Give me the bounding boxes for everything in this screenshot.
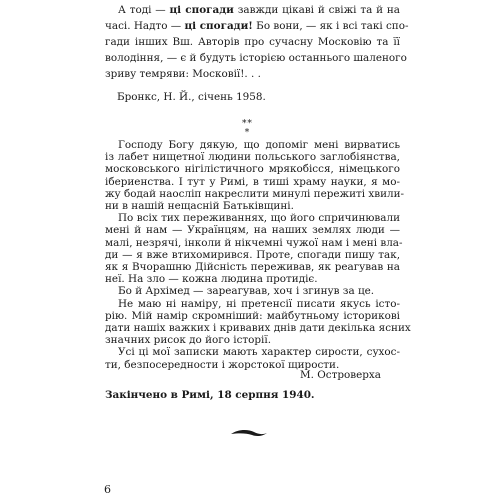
memoir-line-4: ібериенства. І тут у Римі, в тиші храму науки, я мо-: [105, 175, 400, 188]
intro-line-5-a: зриву темряви: Московії!. . .: [105, 68, 261, 80]
memoir-line-12: неї. На зло — кожна людина протидіє.: [105, 273, 318, 286]
ornament-flourish: [230, 427, 268, 439]
intro-line-4-a: володіння, — є й будуть історією останнього шаленого: [105, 52, 407, 64]
intro-line-4: [105, 52, 407, 64]
memoir-line-19: ти, безпосередности і жорстокої щирости.: [105, 358, 340, 371]
intro-line-1-emph: ці спогади: [169, 4, 234, 16]
intro-line-1-a: А тоді —: [118, 4, 170, 16]
intro-line-2-a: часі. Надто —: [105, 20, 185, 32]
memoir-line-16: дати нашіх важких і кривавих днів дати декілька ясних: [105, 322, 411, 334]
memoir-line-14: Не маю ні наміру, ні претенсії писати якусь істо-: [118, 297, 400, 310]
intro-line-1: [118, 4, 400, 16]
intro-line-2-emph: ці спогади!: [184, 20, 253, 32]
memoir-line-3: московського нігілістичного мрякобісся, німецького: [105, 163, 400, 176]
asterism: [242, 120, 251, 138]
intro-line-3-a: гади інших Вш. Авторів про сучасну Московію та її: [105, 36, 400, 48]
intro-line-3: [105, 36, 400, 48]
memoir-line-2: із лабет нищетної людини польського заглобіянства,: [105, 151, 400, 164]
memoir-signature: М. Островерха: [300, 369, 381, 381]
memoir-line-10: ди — я вже втихомирився. Проте, спогади пишу так,: [105, 248, 400, 261]
intro-line-1-b: завжди цікаві й свіжі та й на: [233, 4, 400, 16]
intro-line-5: [105, 68, 261, 80]
memoir-line-9: малі, незрячі, інколи й нікчемні чужої нам і мені вла-: [105, 236, 403, 249]
intro-line-2-b: Бо вони, — як і всі такі спо-: [252, 20, 409, 32]
memoir-line-13: Бо й Архімед — зареагував, хоч і згинув за це.: [118, 285, 375, 298]
intro-line-2: [105, 20, 409, 32]
memoir-line-6: ни в нашій нещасній Батьківщині.: [105, 200, 294, 212]
memoir-line-1: Господу Богу дякую, що допоміг мені вирватись: [118, 139, 400, 151]
page-number: 6: [104, 483, 111, 496]
memoir-line-17: значних рисок до його історії.: [105, 334, 272, 347]
asterism-text: * * *: [242, 119, 251, 138]
intro-signature: Бронкс, Н. Й., січень 1958.: [117, 91, 266, 103]
memoir-line-5: жу бодай наосліп накреслити минулі пережиті хвили-: [105, 187, 405, 200]
memoir-line-11: як я Вчорашню Дійсність переживав, як реагував на: [105, 261, 400, 273]
closing-line: Закінчено в Римі, 18 серпня 1940.: [105, 389, 315, 401]
memoir-line-7: По всіх тих переживаннях, що його спричинювали: [118, 212, 400, 225]
memoir-line-15: рію. Мій намір скромніший: майбутньому історикові: [105, 309, 400, 322]
memoir-line-18: Усі ці мої записки мають характер сирости, сухос-: [118, 346, 400, 359]
memoir-line-8: мені й нам — Українцям, на наших землях люди —: [105, 224, 400, 237]
